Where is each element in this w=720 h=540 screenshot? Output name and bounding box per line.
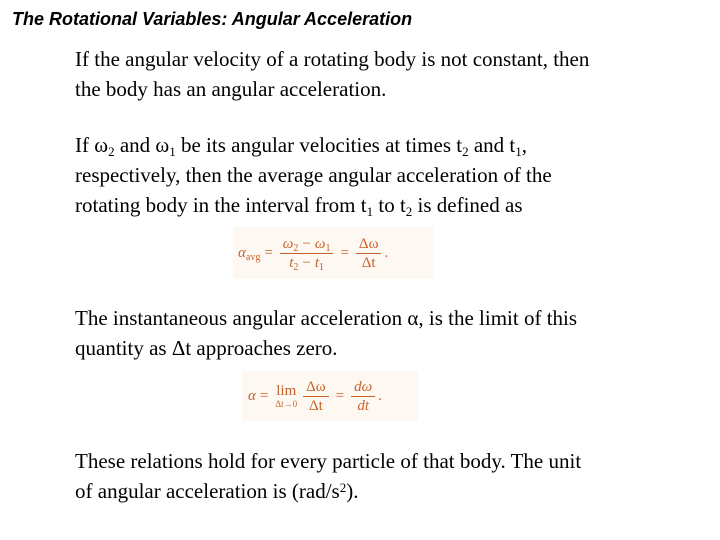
fraction: $\frac{\omega_2 - \omega_1}{t_2 - t_1}$ <box>280 236 334 271</box>
limit-operator: lim Δt→0 <box>275 383 298 409</box>
fraction: $\frac{\Delta\omega}{\Delta t}$ <box>303 379 329 414</box>
text-line: If the angular velocity of a rotating body is not constant, then <box>75 47 590 71</box>
fraction: $\frac{\Delta\omega}{\Delta t}$ <box>356 236 382 271</box>
text-line: the body has an angular acceleration. <box>75 77 387 101</box>
paragraph-unit <box>75 446 705 506</box>
paragraph-angular-acceleration-intro <box>75 44 705 104</box>
text-line: respectively, then the average angular acceleration of the <box>75 163 552 187</box>
text-line: rotating body in the interval from $t_1$ to $t_2$ is defined as <box>75 193 523 219</box>
text-line: quantity as Δt approaches zero. <box>75 336 338 360</box>
text-line: The instantaneous angular acceleration α, is the limit of this <box>75 306 578 330</box>
instantaneous-angular-acceleration-equation: α = lim Δt→0 $\frac{\Delta\omega}{\Delta t}$ = $\frac{d\omega}{dt}$ . <box>242 371 418 421</box>
paragraph-instantaneous-definition <box>75 303 705 363</box>
text-line: If $\omega_2$ and $\omega_1$ be its angular velocities at times $t_2$ and $t_1$, <box>75 133 527 159</box>
text-line: These relations hold for every particle of that body. The unit <box>75 449 582 473</box>
slide-title: The Rotational Variables: Angular Acceleration <box>12 9 413 29</box>
paragraph-average-definition <box>75 130 705 220</box>
fraction: $\frac{d\omega}{dt}$ <box>351 379 375 414</box>
text-line: of angular acceleration is $(rad/s^2)$. <box>75 479 359 503</box>
average-angular-acceleration-equation: $\alpha_{avg}$ = $\frac{\omega_2 - \omega_1}{t_2 - t_1}$ = $\frac{\Delta\omega}{\Delta t}$ . <box>233 227 433 279</box>
